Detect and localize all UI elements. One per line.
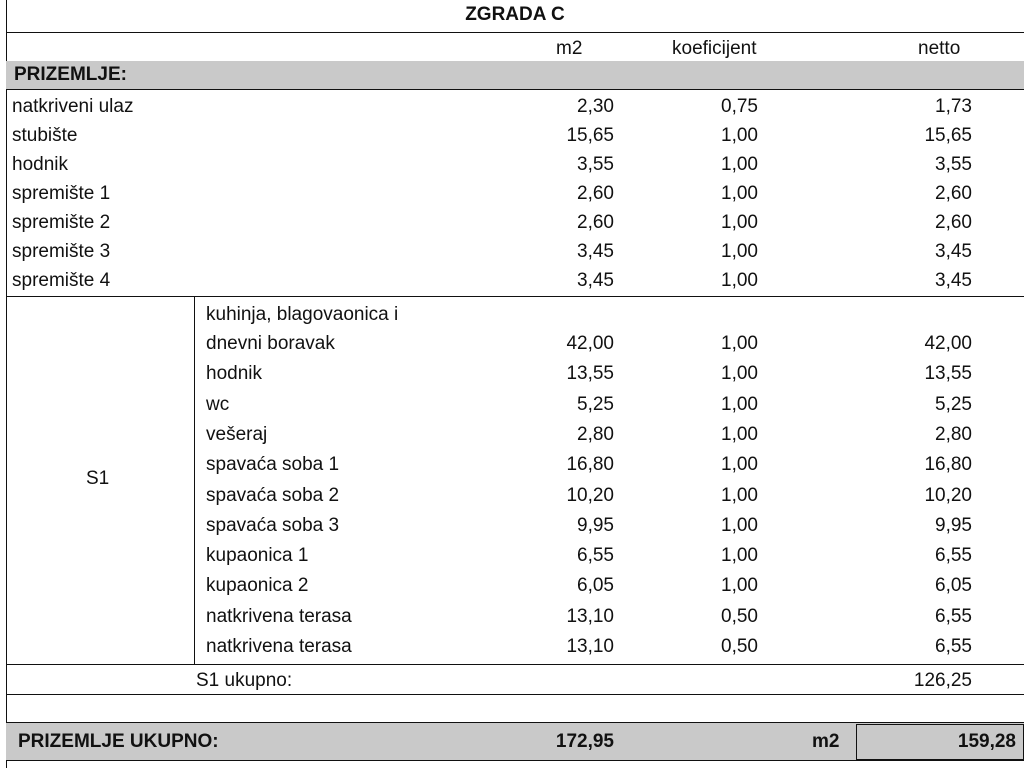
- unit-row: [6, 541, 1024, 570]
- row-name: spremište 3: [12, 241, 111, 262]
- row-netto: 2,60: [935, 212, 972, 233]
- row-koeficijent: 1,00: [721, 575, 758, 597]
- row-m2: 6,55: [577, 545, 614, 567]
- table-row: [6, 208, 1024, 237]
- row-name: spavaća soba 3: [206, 514, 340, 536]
- row-koeficijent: 1,00: [721, 363, 758, 385]
- row-koeficijent: 1,00: [721, 393, 758, 415]
- row-koeficijent: 1,00: [721, 333, 758, 354]
- row-netto: 3,45: [935, 241, 972, 262]
- section-band: [6, 61, 1024, 89]
- table-row: [6, 92, 1024, 121]
- row-netto: 6,55: [935, 636, 972, 657]
- unit-row: [6, 602, 1024, 631]
- table-title: ZGRADA C: [465, 4, 565, 25]
- row-netto: 2,80: [935, 423, 972, 445]
- header-koeficijent: koeficijent: [672, 38, 757, 59]
- row-m2: 2,30: [577, 96, 614, 117]
- row-name: kupaonica 1: [206, 545, 309, 567]
- row-netto: 16,80: [924, 454, 972, 476]
- row-koeficijent: 1,00: [721, 545, 758, 567]
- row-name: vešeraj: [206, 423, 268, 445]
- row-koeficijent: 1,00: [721, 484, 758, 506]
- row-koeficijent: 1,00: [721, 270, 758, 291]
- unit-row: [6, 329, 1024, 358]
- footer-label: PRIZEMLJE UKUPNO:: [18, 731, 219, 752]
- row-name: natkrivena terasa: [206, 636, 352, 657]
- unit-row: [6, 511, 1024, 540]
- footer-top-line: [6, 722, 1024, 723]
- row-name: natkriveni ulaz: [12, 96, 134, 117]
- row-name: dnevni boravak: [206, 333, 335, 354]
- row-netto: 13,55: [924, 363, 972, 385]
- unit-row: [6, 632, 1024, 661]
- title-divider: [6, 32, 1024, 33]
- row-m2: 3,55: [577, 154, 614, 175]
- row-name: hodnik: [206, 363, 262, 385]
- row-m2: 13,55: [566, 363, 614, 385]
- row-koeficijent: 0,75: [721, 96, 758, 117]
- row-netto: 5,25: [935, 393, 972, 415]
- row-m2: 13,10: [566, 605, 614, 627]
- row-koeficijent: 1,00: [721, 454, 758, 476]
- row-m2: 42,00: [566, 333, 614, 354]
- table-row: [6, 121, 1024, 150]
- unit-first-line: kuhinja, blagovaonica i: [206, 304, 399, 325]
- footer-netto-total: 159,28: [957, 731, 1016, 752]
- table-row: [6, 150, 1024, 179]
- row-name: spremište 2: [12, 212, 111, 233]
- footer-m2-total: 172,95: [555, 731, 614, 752]
- unit-row: [6, 420, 1024, 449]
- row-name: spremište 1: [12, 183, 111, 204]
- row-koeficijent: 1,00: [721, 183, 758, 204]
- row-name: spremište 4: [12, 270, 111, 291]
- row-netto: 6,55: [935, 545, 972, 567]
- row-m2: 15,65: [566, 125, 614, 146]
- row-m2: 9,95: [577, 514, 614, 536]
- unit-top-divider: [6, 296, 1024, 297]
- row-netto: 3,45: [935, 270, 972, 291]
- table-row: [6, 266, 1024, 295]
- row-koeficijent: 0,50: [721, 605, 758, 627]
- row-netto: 1,73: [935, 96, 972, 117]
- row-netto: 6,05: [935, 575, 972, 597]
- row-m2: 13,10: [566, 636, 614, 657]
- row-m2: 10,20: [566, 484, 614, 506]
- row-m2: 2,60: [577, 183, 614, 204]
- row-koeficijent: 1,00: [721, 423, 758, 445]
- row-m2: 2,80: [577, 423, 614, 445]
- unit-row: [6, 359, 1024, 388]
- footer-bottom-line: [6, 760, 1024, 761]
- row-m2: 5,25: [577, 393, 614, 415]
- row-netto: 2,60: [935, 183, 972, 204]
- row-name: kupaonica 2: [206, 575, 309, 597]
- unit-row: [6, 571, 1024, 600]
- unit-row: [6, 450, 1024, 479]
- row-koeficijent: 1,00: [721, 241, 758, 262]
- row-koeficijent: 0,50: [721, 636, 758, 657]
- header-m2: m2: [556, 38, 583, 59]
- row-koeficijent: 1,00: [721, 514, 758, 536]
- table-row: [6, 237, 1024, 266]
- header-netto: netto: [918, 38, 961, 59]
- row-koeficijent: 1,00: [721, 154, 758, 175]
- unit-total-label: S1 ukupno:: [196, 670, 293, 691]
- row-name: spavaća soba 1: [206, 454, 340, 476]
- row-name: natkrivena terasa: [206, 605, 352, 627]
- row-netto: 42,00: [924, 333, 972, 354]
- row-m2: 2,60: [577, 212, 614, 233]
- row-name: hodnik: [12, 154, 68, 175]
- footer-unit: m2: [812, 731, 840, 752]
- row-name: stubište: [12, 125, 78, 146]
- row-m2: 6,05: [577, 575, 614, 597]
- section-divider: [6, 89, 1024, 90]
- unit-row: [6, 481, 1024, 510]
- row-koeficijent: 1,00: [721, 212, 758, 233]
- unit-total-value: 126,25: [913, 670, 972, 691]
- row-netto: 15,65: [924, 125, 972, 146]
- unit-bottom-divider: [6, 664, 1024, 665]
- row-m2: 3,45: [577, 241, 614, 262]
- total-divider: [6, 694, 1024, 695]
- row-netto: 3,55: [935, 154, 972, 175]
- unit-label: S1: [86, 468, 110, 489]
- row-netto: 6,55: [935, 605, 972, 627]
- row-netto: 9,95: [935, 514, 972, 536]
- area-table: [6, 0, 1024, 768]
- row-name: wc: [206, 393, 230, 415]
- section-title: PRIZEMLJE:: [14, 64, 127, 85]
- row-koeficijent: 1,00: [721, 125, 758, 146]
- row-netto: 10,20: [924, 484, 972, 506]
- row-m2: 3,45: [577, 270, 614, 291]
- row-m2: 16,80: [566, 454, 614, 476]
- unit-row: [6, 390, 1024, 419]
- row-name: spavaća soba 2: [206, 484, 340, 506]
- table-row: [6, 179, 1024, 208]
